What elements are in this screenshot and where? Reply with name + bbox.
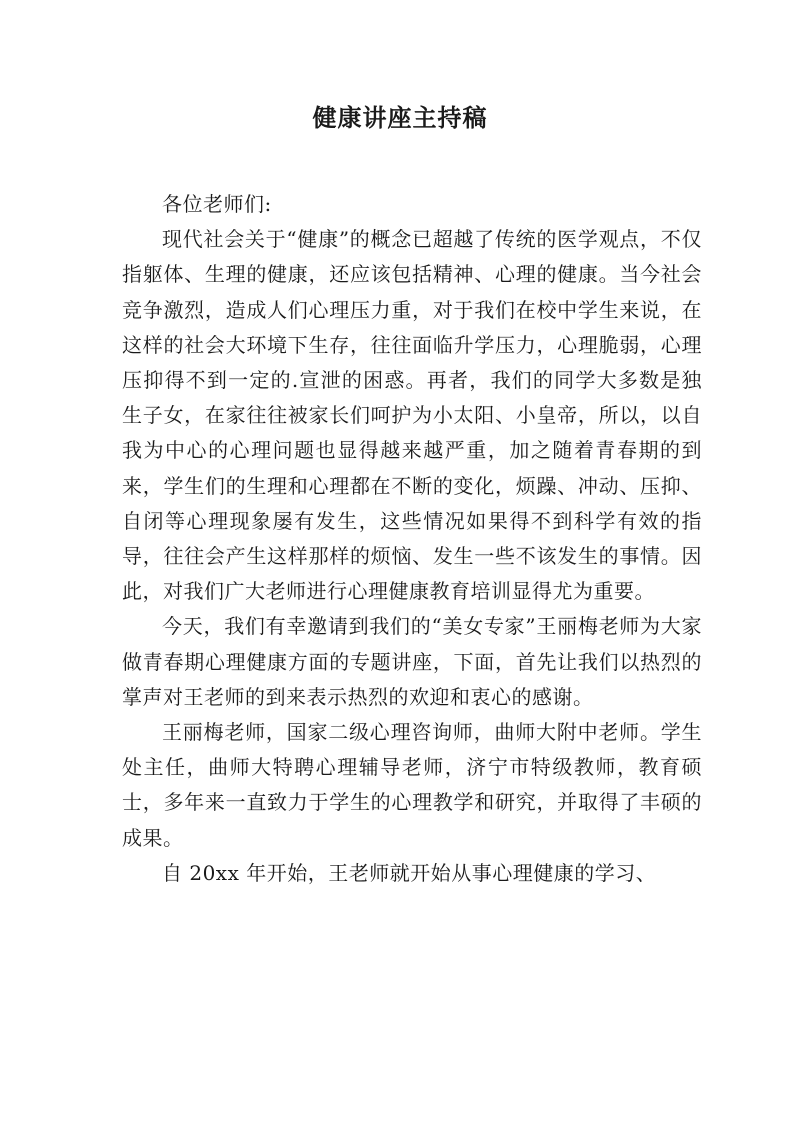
speaker-bio-paragraph: 王丽梅老师，国家二级心理咨询师，曲师大附中老师。学生处主任，曲师大特聘心理辅导老师，济宁市特级教师，教育硕士，多年来一直致力于学生的心理教学和研究，并取得了丰硕的成果。 (122, 720, 702, 850)
document-title: 健康讲座主持稿 (312, 104, 488, 132)
speaker-history-paragraph: 自 20xx 年开始，王老师就开始从事心理健康的学习、 (162, 860, 657, 885)
document-body (122, 187, 702, 891)
intro-paragraph: 现代社会关于“健康”的概念已超越了传统的医学观点，不仅指躯体、生理的健康，还应该包括精神、心理的健康。当今社会竞争激烈，造成人们心理压力重，对于我们在校中学生来说，在这样的社会大环境下生存，往往面临升学压力，心理脆弱，心理压抑得不到一定的.宣泄的困惑。再者，我们的同学大多数是独生子女，在家往往被家长们呵护为小太阳、小皇帝，所以，以自我为中心的心理问题也显得越来越严重，加之随着青春期的到来，学生们的生理和心理都在不断的变化，烦躁、冲动、压抑、自闭等心理现象屡有发生，这些情况如果得不到科学有效的指导，往往会产生这样那样的烦恼、发生一些不该发生的事情。因此，对我们广大老师进行心理健康教育培训显得尤为重要。 (122, 227, 702, 604)
welcome-paragraph: 今天，我们有幸邀请到我们的“美女专家”王丽梅老师为大家做青春期心理健康方面的专题讲座，下面，首先让我们以热烈的掌声对王老师的到来表示热烈的欢迎和衷心的感谢。 (122, 614, 702, 709)
greeting-paragraph: 各位老师们: (162, 192, 272, 216)
